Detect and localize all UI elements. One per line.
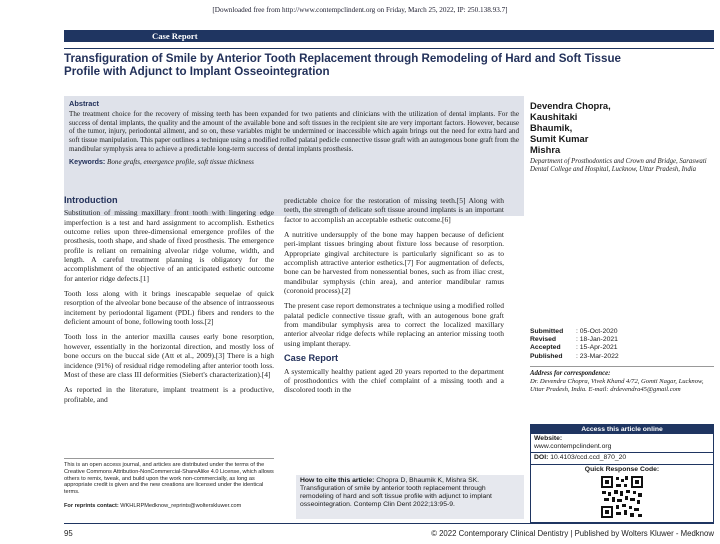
introduction-heading: Introduction (64, 195, 118, 205)
intro-paragraph-4: As reported in the literature, implant treatment is a productive, profitable, and (64, 385, 274, 404)
reprints-contact: For reprints contact: WKHLRPMedknow_reprints@wolterskluwer.com (64, 503, 242, 509)
article-title: Transfiguration of Smile by Anterior Tooth Replacement through Remodeling of Hard and Soft Tissue Profile with Adjunct to Implant Osseointegration (64, 52, 621, 78)
citation-label: How to cite this article: (300, 477, 375, 484)
access-heading: Access this article online (531, 425, 713, 434)
correspondence-heading: Address for correspondence: (530, 370, 611, 377)
download-notice: [Downloaded free from http://www.contempclindent.org on Friday, March 25, 2022, IP: 250.138.93.7] (212, 6, 508, 14)
date-row: Published : 23-Mar-2022 (530, 352, 619, 360)
citation-text: Chopra D, Bhaumik K, Mishra SK. Transfiguration of smile by anterior tooth replacement through remodeling of hard and soft tissue profile with adjunct to implant osseointegration. Contemp Clin Dent 2022;13:95-9. (300, 477, 492, 509)
website-row: Website: www.contempclindent.org (531, 434, 713, 453)
doi-row: DOI: 10.4103/ccd.ccd_870_20 (531, 453, 713, 464)
author-name-4: Sumit Kumar (530, 133, 589, 144)
page-number: 95 (64, 529, 73, 538)
date-row: Submitted : 05-Oct-2020 (530, 328, 618, 335)
qr-heading: Quick Response Code: (584, 465, 660, 473)
intro-paragraph-3: Tooth loss in the anterior maxilla causes early bone resorption, however, essentially in the horizontal direction, and mostly loss of bone occurs on the buccal side (Att et al., 2009).[3] There is a high incidence (91%) of residual ridge remodeling after anterior tooth loss. Most of these are class III deformities (Siebert's characterization).[4] (64, 332, 274, 379)
publisher-line: © 2022 Contemporary Clinical Dentistry | Published by Wolters Kluwer - Medknow (431, 529, 714, 538)
body-column-left (64, 196, 274, 410)
correspondence-block (530, 366, 714, 394)
author-name-5: Mishra (530, 144, 561, 155)
license-notice: This is an open access journal, and articles are distributed under the terms of the Creative Commons Attribution-NonCommercial-ShareAlike 4.0 License, which allows others to remix, tweak, and build upon the work non-commercially, as long as appropriate credit is given and the new creations are licensed under the identical terms. (64, 458, 274, 496)
date-row: Accepted : 15-Apr-2021 (530, 344, 618, 352)
author-name-1: Devendra Chopra, (530, 100, 611, 111)
article-dates (530, 328, 714, 361)
intro-paragraph-1: Substitution of missing maxillary front tooth with lingering edge imperfection is a test and hard assignment to accomplish. Esthetics outcome relies upon three-dimensional emergence profiles of the prosthesis, tooth shape, and shade of fixed prosthesis. The emergence profile is reliant on remaining alveolar ridge volume, width, and length. A careful treatment planning is obligatory for the accomplishment of the objective of an anticipated esthetic outcome for anterior ridge defects.[1] (64, 208, 274, 283)
keywords-label: Keywords: (69, 157, 106, 166)
correspondence-text: Dr. Devendra Chopra, Vivek Khand 4/72, Gomti Nagar, Lucknow, Uttar Pradesh, India. E-mail: drdevendra45@gmail.com (530, 378, 704, 394)
article-type-label: Case Report (152, 31, 198, 41)
body-column-middle (284, 196, 504, 401)
doi-link[interactable]: 10.4103/ccd.ccd_870_20 (550, 454, 627, 462)
reprints-email[interactable]: WKHLRPMedknow_reprints@wolterskluwer.com (120, 503, 242, 509)
author-block (530, 100, 714, 174)
author-affiliation: Department of Prosthodontics and Crown and Bridge, Saraswati Dental College and Hospital, Lucknow, Uttar Pradesh, India (530, 158, 707, 174)
date-row: Revised : 18-Jan-2021 (530, 336, 618, 344)
website-link[interactable]: www.contempclindent.org (534, 443, 612, 451)
footer-rule (64, 523, 714, 524)
author-name-3: Bhaumik, (530, 122, 573, 133)
intro-paragraph-6: A nutritive undersupply of the bone may happen because of deficient peri-implant tissues bringing about fixture loss because of resorption. Appropriate gingival architecture is particularly significant so as to accomplish attractive anterior esthetics.[7] For augmentation of defects, bone can be harvested from nonessential bones, such as from iliac crest, mandibular symphysis (chin area), and anterior mandibular ramus (coronoid process).[2] (284, 230, 504, 296)
intro-paragraph-7: The present case report demonstrates a technique using a modified rolled palatal pedicle connective tissue graft, with an autogenous bone graft from mandibular symphysis area to correct the localized maxillary anterior alveolar ridge defects while replacing an anterior missing tooth using implant therapy. (284, 301, 504, 348)
keywords (69, 158, 519, 167)
keywords-list: Bone grafts, emergence profile, soft tissue thickness (107, 157, 254, 166)
case-report-heading: Case Report (284, 353, 339, 364)
intro-paragraph-2: Tooth loss along with it brings inescapable sequelae of quick resorption of the alveolar bone because of the absence of intraosseous incitement by periodontal ligament (PDL) fibers and renders to the deficient amount of bone, following tooth loss.[2] (64, 289, 274, 327)
intro-paragraph-5: predictable choice for the restoration of missing teeth.[5] Along with teeth, the strength of delicate soft tissue around implants is an important factor to accomplish an acceptable esthetic outcome.[6] (284, 196, 504, 224)
article-type-banner (64, 30, 714, 42)
citation-box (296, 475, 524, 519)
case-paragraph-1: A systemically healthy patient aged 20 years reported to the department of prosthodontics with the chief complaint of a missing tooth and a discolored tooth in the (284, 366, 504, 395)
abstract-heading: Abstract (69, 99, 99, 108)
header-rule (64, 48, 714, 49)
qr-code-icon[interactable] (600, 475, 644, 519)
access-online-box (530, 424, 714, 523)
abstract-text: The treatment choice for the recovery of missing teeth has been expanded for two patients and clinicians with the utilization of dental implants. For the success of dental implants, the quality and the amount of the available bone and soft tissues in the recipient site are very important factors. However, because of the tumor, injury, periodontal ailment, and so on, these variables might be undermined or inaccessible which again brings out the need for extra hard and soft tissue manipulation. This paper outlines a technique using a modified rolled palatal pedicle connective tissue graft with an autogenous bone graft from the mandibular symphysis area to achieve a predictable long-term success of dental implants prosthesis. (69, 110, 519, 153)
author-name-2: Kaushitaki (530, 111, 578, 122)
